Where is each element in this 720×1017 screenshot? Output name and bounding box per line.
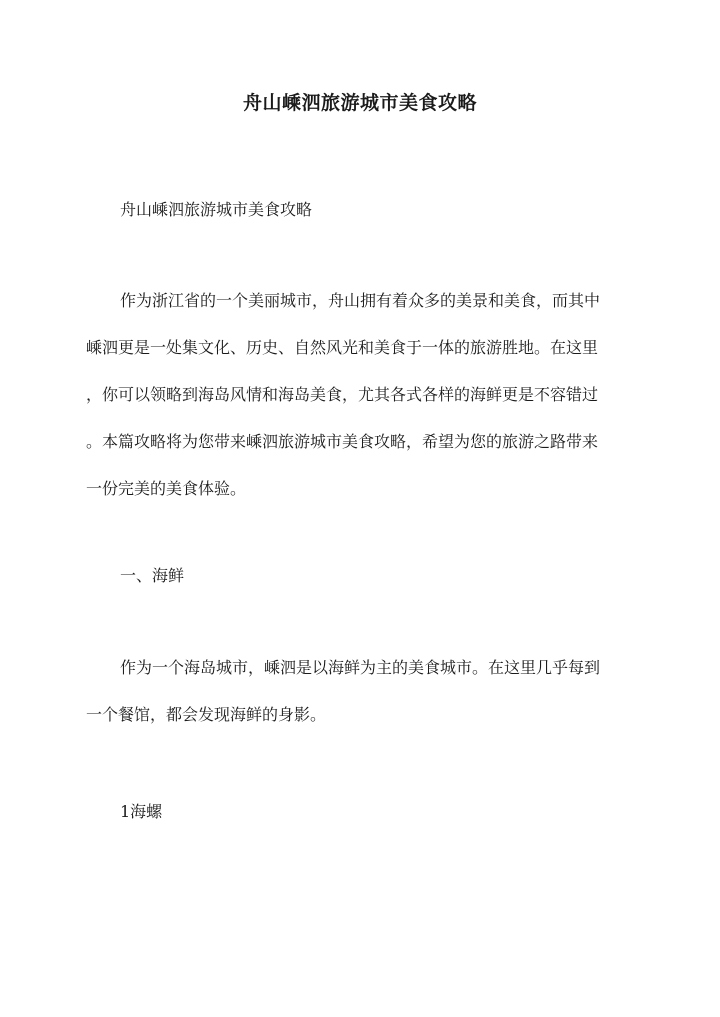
section-heading-seafood: 一、海鲜 [120, 566, 185, 585]
seafood-line: 作为一个海岛城市，嵊泗是以海鲜为主的美食城市。在这里几乎每到 [120, 658, 601, 677]
subtitle-paragraph: 舟山嵊泗旅游城市美食攻略 [120, 200, 313, 219]
intro-paragraph [86, 289, 638, 501]
intro-line: 一份完美的美食体验。 [86, 479, 247, 498]
item-heading-conch: 1海螺 [120, 802, 163, 821]
intro-line: 。本篇攻略将为您带来嵊泗旅游城市美食攻略，希望为您的旅游之路带来 [86, 432, 599, 451]
intro-line: 嵊泗更是一处集文化、历史、自然风光和美食于一体的旅游胜地。在这里 [86, 338, 599, 357]
document-title: 舟山嵊泗旅游城市美食攻略 [242, 92, 477, 114]
intro-line: ，你可以领略到海岛风情和海岛美食，尤其各式各样的海鲜更是不容错过 [86, 385, 599, 404]
seafood-paragraph [86, 656, 638, 727]
intro-line: 作为浙江省的一个美丽城市，舟山拥有着众多的美景和美食，而其中 [120, 291, 601, 310]
seafood-line: 一个餐馆，都会发现海鲜的身影。 [86, 705, 327, 724]
